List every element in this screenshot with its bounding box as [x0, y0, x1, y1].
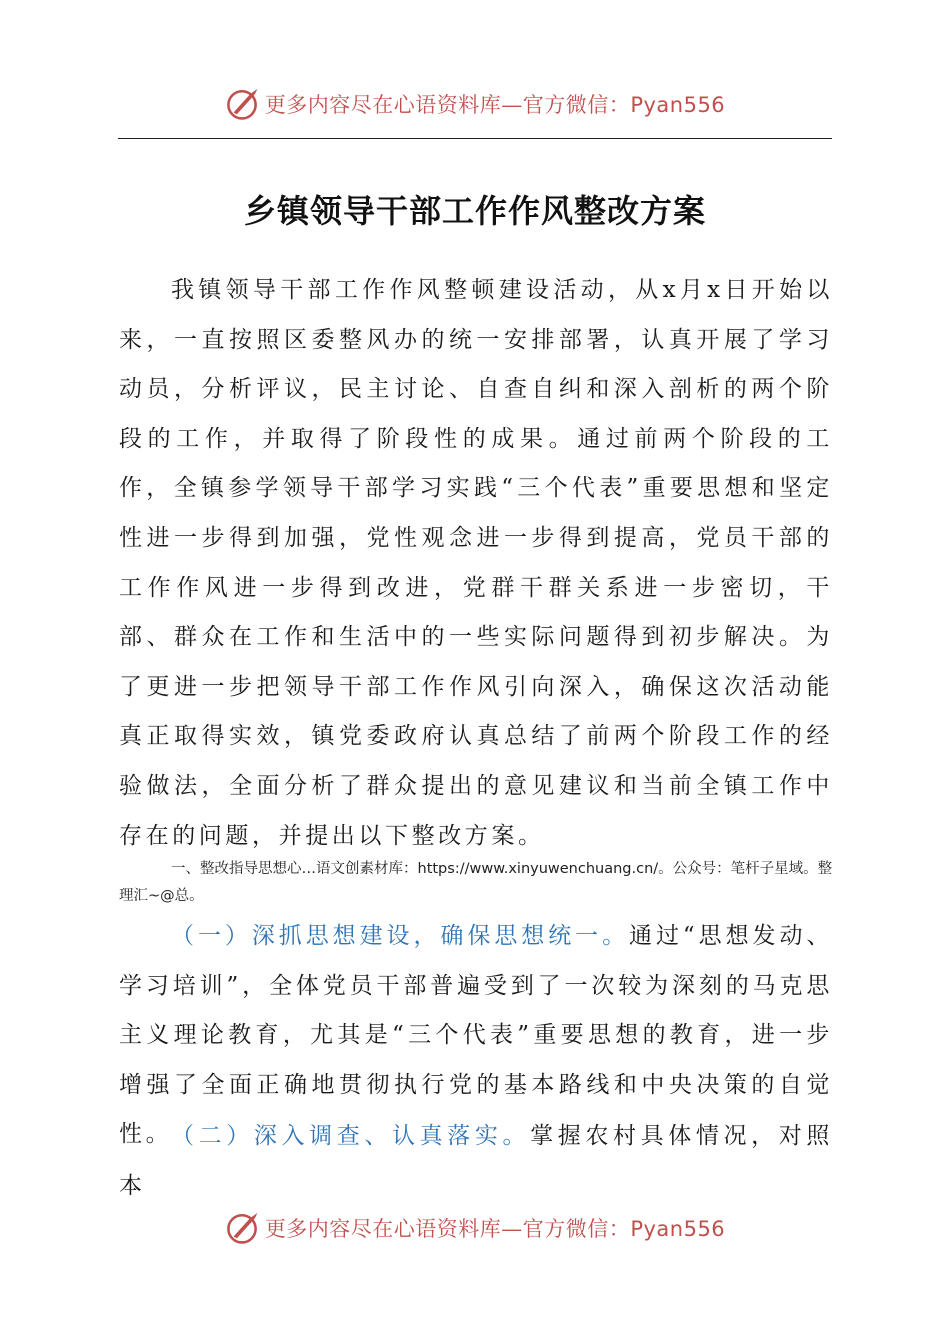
header-banner — [0, 84, 950, 124]
section-2 — [119, 1112, 833, 1211]
header-banner-text: 更多内容尽在心语资料库—官方微信：Pyan556 — [264, 93, 726, 117]
document-title: 乡镇领导干部工作作风整改方案 — [243, 192, 706, 230]
quill-logo-icon — [225, 87, 259, 121]
section-1-text: 通过“思想发动、学习培训”，全体党员干部普遍受到了一次较为深刻的马克思主义理论教育，尤其是“三个代表”重要思想的教育，进一步增强了全面正确地贯彻执行党的基本路线和中央决策的自觉性。 — [119, 923, 834, 1148]
header-divider — [118, 138, 832, 139]
section-1-heading: （一）深抓思想建设，确保思想统一。 — [171, 923, 630, 949]
section-2-text: 掌握农村具体情况，对照本 — [119, 1123, 833, 1199]
quill-logo-icon — [225, 1211, 259, 1245]
wechat-id: Pyan556 — [630, 93, 726, 117]
footer-banner-text: 更多内容尽在心语资料库—官方微信：Pyan556 — [264, 1217, 726, 1241]
small-note: 一、整改指导思想心…语文创素材库：https://www.xinyuwenchuang.cn/。公众号：笔杆子星域。整理汇~@总。 — [119, 861, 833, 904]
section-2-heading: （二）深入调查、认真落实。 — [171, 1123, 531, 1149]
footer-banner — [0, 1208, 950, 1248]
paragraph-intro: 我镇领导干部工作作风整顿建设活动，从x月x日开始以来，一直按照区委整风办的统一安排部署，认真开展了学习动员，分析评议，民主讨论、自查自纠和深入剖析的两个阶段的工作，并取得了阶段性的成果。通过前两个阶段的工作，全镇参学领导干部学习实践“三个代表”重要思想和坚定性进一步得到加强，党性观念进一步得到提高，党员干部的工作作风进一步得到改进，党群干群关系进一步密切，干部、群众在工作和生活中的一些实际问题得到初步解决。为了更进一步把领导干部工作作风引向深入，确保这次活动能真正取得实效，镇党委政府认真总结了前两个阶段工作的经验做法，全面分析了群众提出的意见建议和当前全镇工作中存在的问题，并提出以下整改方案。 — [119, 277, 833, 849]
wechat-id: Pyan556 — [630, 1217, 726, 1241]
